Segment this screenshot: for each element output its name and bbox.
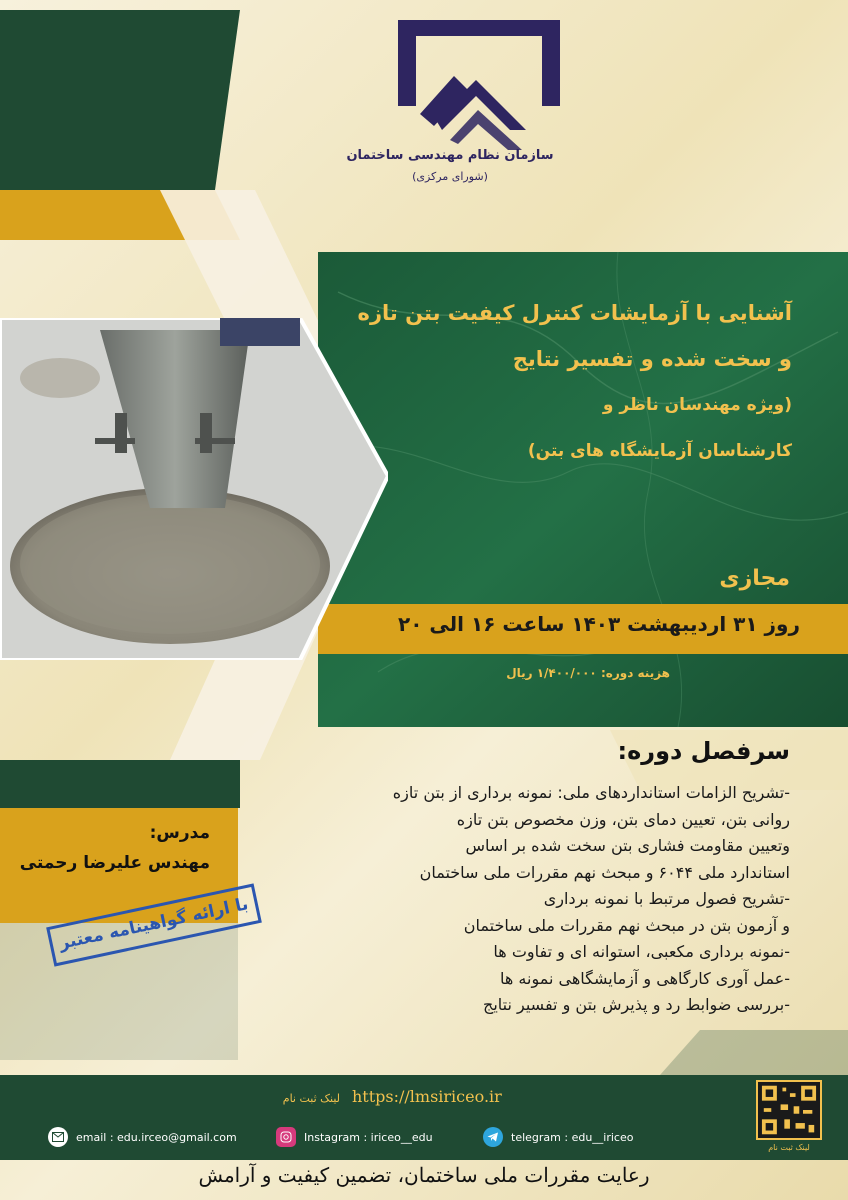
instagram-contact[interactable] <box>276 1127 433 1147</box>
telegram-icon <box>483 1127 503 1147</box>
course-title-line-2: و سخت شده و تفسیر نتایج <box>512 347 792 371</box>
instagram-text: Instagram : iriceo__edu <box>304 1130 433 1144</box>
outline-item: -عمل آوری کارگاهی و آزمایشگاهی نمونه ها <box>500 968 790 988</box>
course-mode: مجازی <box>719 566 790 591</box>
outline-item: استاندارد ملی ۶۰۴۴ و مبحث نهم مقررات ملی ساختمان <box>419 862 790 882</box>
email-icon <box>48 1127 68 1147</box>
organization-name: سازمان نظام مهندسی ساختمان <box>346 148 554 163</box>
instructor-name: مهندس علیرضا رحمتی <box>19 853 210 873</box>
outline-item: -تشریح الزامات استانداردهای ملی: نمونه برداری از بتن تازه <box>392 783 790 802</box>
slogan: رعایت مقررات ملی ساختمان، تضمین کیفیت و آرامش <box>198 1163 650 1187</box>
outline-list <box>300 780 790 1019</box>
qr-code[interactable] <box>756 1080 822 1140</box>
outline-item: وتعیین مقاومت فشاری بتن سخت شده بر اساس <box>465 836 790 855</box>
qr-caption: لینک ثبت نام <box>768 1143 810 1152</box>
email-contact[interactable] <box>48 1127 237 1147</box>
course-fee: هزینه دوره: ۱/۴۰۰/۰۰۰ ریال <box>506 666 670 680</box>
registration-label: لینک ثبت نام <box>282 1092 340 1105</box>
concrete-slump-photo <box>0 318 388 660</box>
course-title-line-3: (ویژه مهندسان ناظر و <box>602 395 792 415</box>
outline-heading: سرفصل دوره: <box>617 737 790 765</box>
outline-item: -تشریح فصول مرتبط با نمونه برداری <box>543 889 790 908</box>
organization-subtitle: (شورای مرکزی) <box>412 170 488 183</box>
outline-item: و آزمون بتن در مبحث نهم مقررات ملی ساختمان <box>463 915 790 935</box>
course-date-time: روز ۳۱ اردیبهشت ۱۴۰۳ ساعت ۱۶ الی ۲۰ <box>398 612 800 636</box>
course-title <box>330 290 792 474</box>
instagram-icon <box>276 1127 296 1147</box>
course-title-line-4: کارشناسان آزمایشگاه های بتن) <box>527 441 792 461</box>
certificate-stamp: با ارائه گواهینامه معتبر <box>46 883 262 966</box>
outline-item: روانی بتن، تعیین دمای بتن، وزن مخصوص بتن تازه <box>456 809 790 829</box>
telegram-contact[interactable] <box>483 1127 633 1147</box>
registration-link[interactable]: https://lmsiriceo.ir <box>352 1087 502 1106</box>
email-text: email : edu.irceo@gmail.com <box>76 1130 237 1144</box>
telegram-text: telegram : edu__iriceo <box>511 1130 634 1144</box>
outline-item: -بررسی ضوابط رد و پذیرش بتن و تفسیر نتایج <box>483 995 790 1014</box>
outline-item: -نمونه برداری مکعبی، استوانه ای و تفاوت ها <box>493 942 790 961</box>
instructor-label: مدرس: <box>149 823 210 843</box>
course-title-line-1: آشنایی با آزمایشات کنترل کیفیت بتن تازه <box>357 301 792 325</box>
